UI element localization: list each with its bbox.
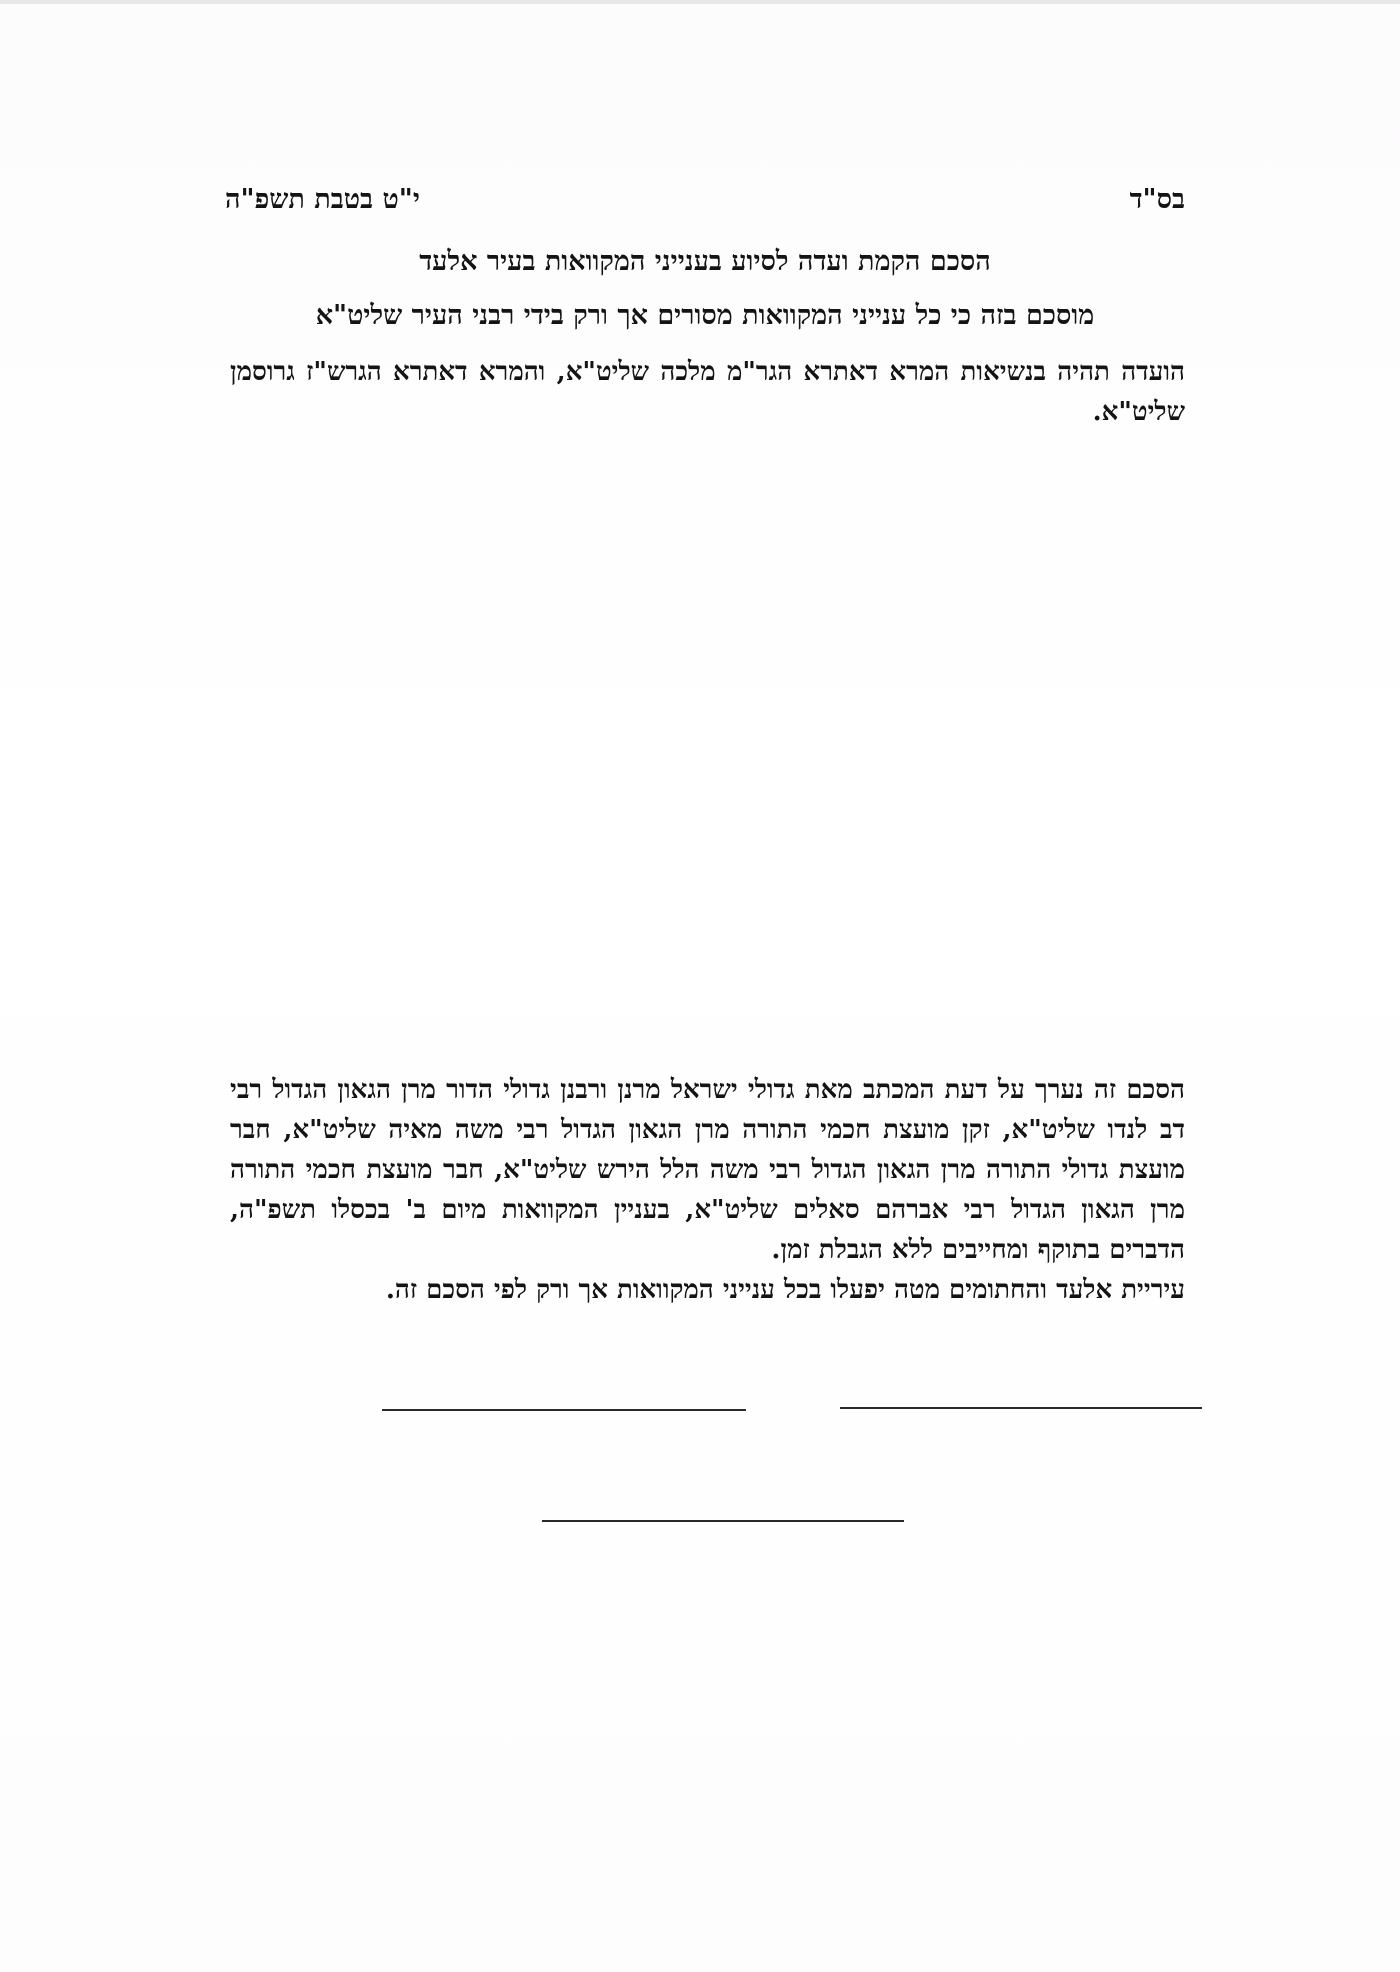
signature-line-left xyxy=(382,1409,746,1411)
header-date: י"ט בטבת תשפ"ה xyxy=(225,184,420,215)
paragraph-agreement-basis: הסכם זה נערך על דעת המכתב מאת גדולי ישראל מרנן ורבנן גדולי הדור מרן הגאון הגדול רבי דב לנדו שליט"א, זקן מועצת חכמי התורה מרן הגאון הגדול רבי משה מאיה שליט"א, חבר מועצת גדולי התורה מרן הגאון הגדול רבי משה הלל הירש שליט"א, חבר מועצת חכמי התורה מרן הגאון הגדול רבי אברהם סאלים שליט"א, בעניין המקוואות מיום ב' בכסלו תשפ"ה, הדברים בתוקף ומחייבים ללא הגבלת זמן. xyxy=(230,1075,1185,1265)
paragraph-committee-presidency: הועדה תהיה בנשיאות המרא דאתרא הגר"מ מלכה שליט"א, והמרא דאתרא הגרש"ז גרוסמן שליט"א. xyxy=(230,357,1185,427)
paragraph-municipality-commitment: עיריית אלעד והחתומים מטה יפעלו בכל ענייני המקוואות אך ורק לפי הסכם זה. xyxy=(385,1275,1185,1305)
signature-line-bottom xyxy=(542,1520,904,1522)
signature-line-right xyxy=(840,1407,1202,1409)
document-subtitle: מוסכם בזה כי כל ענייני המקוואות מסורים אך ורק בידי רבני העיר שליט"א xyxy=(315,300,1095,331)
document-title: הסכם הקמת ועדה לסיוע בענייני המקוואות בעיר אלעד xyxy=(419,246,991,277)
header-bsd: בס"ד xyxy=(1129,184,1185,215)
scan-edge xyxy=(0,0,1400,4)
document-header xyxy=(225,184,1185,224)
